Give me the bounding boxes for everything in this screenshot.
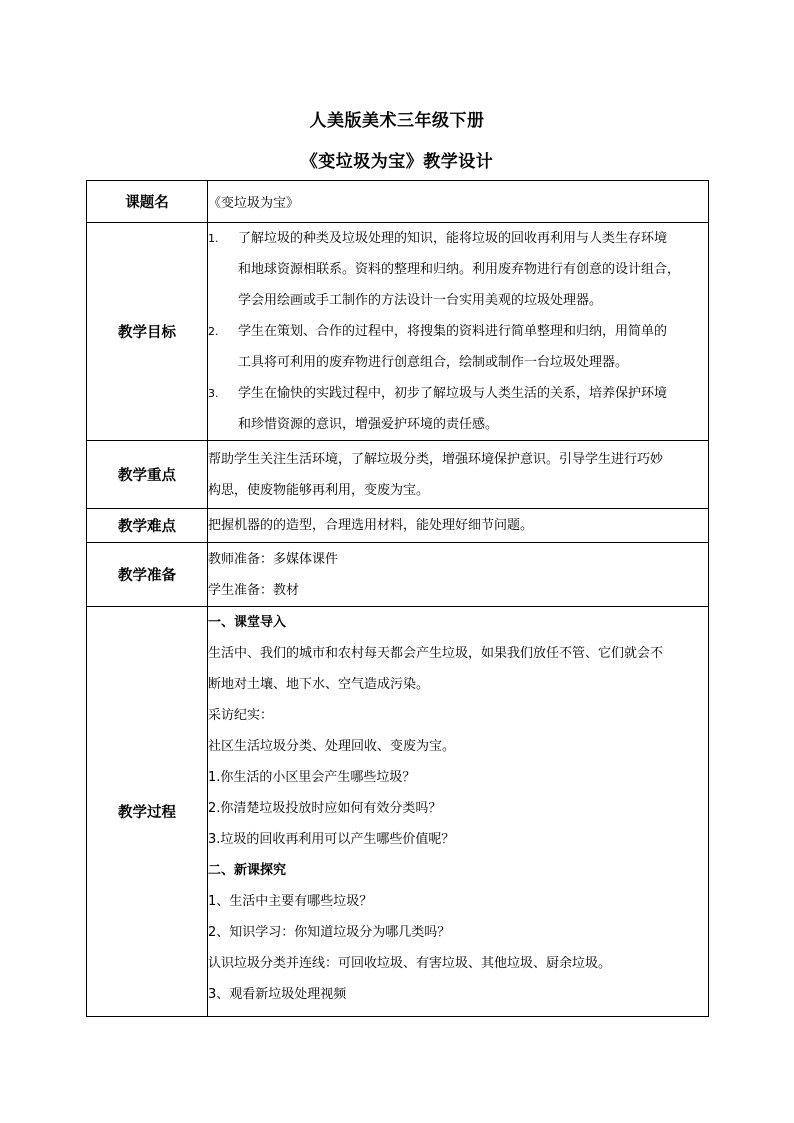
process-section-heading: 二、新课探究 bbox=[208, 863, 287, 878]
process-line: 3.垃圾的回收再利用可以产生哪些价值呢？ bbox=[208, 832, 455, 847]
difficulty-line: 把握机器的的造型，合理选用材料，能处理好细节问题。 bbox=[208, 518, 534, 533]
preparation-content bbox=[208, 543, 709, 607]
table-row-topic bbox=[87, 181, 709, 223]
preparation-line: 教师准备：多媒体课件 bbox=[208, 551, 339, 567]
objective-line: 和地球资源相联系。资料的整理和归纳。利用废弃物进行有创意的设计组合， bbox=[238, 262, 681, 277]
objective-line: 了解垃圾的种类及垃圾处理的知识，能将垃圾的回收再利用与人类生存环境 bbox=[238, 231, 668, 246]
objective-number: 2. bbox=[208, 325, 219, 338]
topic-value bbox=[208, 181, 709, 223]
difficulties-label: 教学难点 bbox=[87, 509, 208, 543]
table-row-key-points bbox=[87, 441, 709, 509]
table-row-process bbox=[87, 607, 709, 1017]
process-line: 生活中、我们的城市和农村每天都会产生垃圾，如果我们放任不管、它们就会不 bbox=[208, 646, 664, 661]
document-title: 人美版美术三年级下册 bbox=[309, 111, 485, 131]
process-line: 认识垃圾分类并连线：可回收垃圾、有害垃圾、其他垃圾、厨余垃圾。 bbox=[208, 956, 612, 971]
objective-line: 学会用绘画或手工制作的方法设计一台实用美观的垃圾处理器。 bbox=[238, 293, 603, 308]
key-points-content bbox=[208, 441, 709, 509]
objective-line: 和珍惜资源的意识，增强爱护环境的责任感。 bbox=[238, 417, 499, 432]
key-point-line: 构思，使废物能够再利用，变废为宝。 bbox=[208, 482, 430, 498]
objective-number: 1. bbox=[208, 232, 219, 245]
objective-item bbox=[208, 316, 708, 378]
document-subtitle: 《变垃圾为宝》教学设计 bbox=[300, 152, 494, 172]
process-label: 教学过程 bbox=[87, 607, 208, 1017]
objective-line: 学生在策划、合作的过程中，将搜集的资料进行简单整理和归纳，用简单的 bbox=[238, 324, 668, 339]
process-line: 2、知识学习：你知道垃圾分为哪几类吗？ bbox=[208, 925, 451, 940]
objective-line: 学生在愉快的实践过程中，初步了解垃圾与人类生活的关系，培养保护环境 bbox=[238, 386, 668, 401]
table-row-preparation bbox=[87, 543, 709, 607]
preparation-label: 教学准备 bbox=[87, 543, 208, 607]
table-row-difficulties bbox=[87, 509, 709, 543]
key-points-label: 教学重点 bbox=[87, 441, 208, 509]
process-section-heading: 一、课堂导入 bbox=[208, 615, 287, 630]
key-point-line: 帮助学生关注生活环境，了解垃圾分类，增强环境保护意识。引导学生进行巧妙 bbox=[208, 451, 664, 467]
process-line: 3、观看新垃圾处理视频 bbox=[208, 987, 347, 1002]
objectives-list bbox=[208, 223, 708, 440]
objectives-content bbox=[208, 223, 709, 441]
objective-item bbox=[208, 223, 708, 316]
process-line: 2.你清楚垃圾投放时应如何有效分类吗？ bbox=[208, 801, 442, 816]
lesson-plan-table bbox=[86, 180, 709, 1017]
process-content bbox=[208, 607, 709, 1017]
table-row-objectives bbox=[87, 223, 709, 441]
topic-label: 课题名 bbox=[87, 181, 208, 223]
objective-number: 3. bbox=[208, 387, 219, 400]
topic-text: 《变垃圾为宝》 bbox=[208, 196, 300, 211]
process-line: 1、生活中主要有哪些垃圾？ bbox=[208, 894, 373, 909]
difficulties-content bbox=[208, 509, 709, 543]
preparation-line: 学生准备：教材 bbox=[208, 582, 300, 598]
objective-line: 工具将可利用的废弃物进行创意组合，绘制或制作一台垃圾处理器。 bbox=[238, 355, 629, 370]
process-line: 1.你生活的小区里会产生哪些垃圾？ bbox=[208, 770, 416, 785]
objective-item bbox=[208, 378, 708, 440]
process-line: 社区生活垃圾分类、处理回收、变废为宝。 bbox=[208, 739, 456, 754]
objectives-label: 教学目标 bbox=[87, 223, 208, 441]
process-line: 采访纪实： bbox=[208, 708, 274, 723]
process-line: 断地对土壤、地下水、空气造成污染。 bbox=[208, 677, 430, 692]
